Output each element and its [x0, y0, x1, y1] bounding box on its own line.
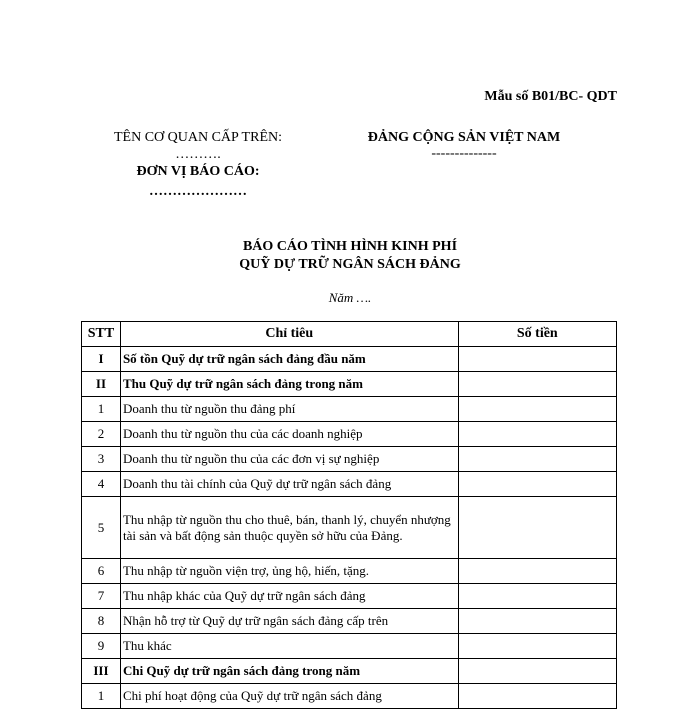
row-amount	[458, 347, 616, 372]
row-item: Thu khác	[120, 634, 458, 659]
report-title-line2: QUỸ DỰ TRỮ NGÂN SÁCH ĐẢNG	[239, 257, 461, 272]
row-item: Doanh thu từ nguồn thu của các đơn vị sự nghiệp	[120, 447, 458, 472]
table-header-row	[82, 322, 617, 347]
row-stt: 6	[82, 559, 121, 584]
table-row	[82, 472, 617, 497]
header-item: Chỉ tiêu	[120, 322, 458, 347]
row-item: Thu nhập khác của Quỹ dự trữ ngân sách đảng	[120, 584, 458, 609]
header-stt: STT	[82, 322, 121, 347]
row-stt: 1	[82, 684, 121, 709]
form-code: Mẫu số B01/BC- QDT	[484, 89, 617, 104]
table-row	[82, 659, 617, 684]
row-stt: 5	[82, 497, 121, 559]
row-stt: I	[82, 347, 121, 372]
row-stt: 2	[82, 422, 121, 447]
row-stt: 4	[82, 472, 121, 497]
row-amount	[458, 659, 616, 684]
row-item: Chi Quỹ dự trữ ngân sách đảng trong năm	[120, 659, 458, 684]
row-amount	[458, 372, 616, 397]
row-item: Số tồn Quỹ dự trữ ngân sách đảng đầu năm	[120, 347, 458, 372]
reporting-unit-dots: …………………	[149, 184, 247, 199]
row-amount	[458, 634, 616, 659]
parent-agency-block	[108, 130, 288, 200]
row-item: Thu Quỹ dự trữ ngân sách đảng trong năm	[120, 372, 458, 397]
row-item: Thu nhập từ nguồn viện trợ, ủng hộ, hiến, tặng.	[120, 559, 458, 584]
row-stt: II	[82, 372, 121, 397]
row-item: Chi phí hoạt động của Quỹ dự trữ ngân sách đảng	[120, 684, 458, 709]
row-amount	[458, 472, 616, 497]
report-title-line1: BÁO CÁO TÌNH HÌNH KINH PHÍ	[242, 239, 458, 254]
report-year: Năm ….	[328, 290, 372, 305]
party-block	[352, 130, 576, 160]
table-row	[82, 447, 617, 472]
row-stt: III	[82, 659, 121, 684]
parent-agency-dots: ……….	[175, 147, 221, 162]
row-stt: 1	[82, 397, 121, 422]
header-amount: Số tiền	[458, 322, 616, 347]
report-title	[0, 238, 700, 274]
parent-agency-label: TÊN CƠ QUAN CẤP TRÊN:	[113, 130, 282, 145]
row-amount	[458, 422, 616, 447]
row-amount	[458, 447, 616, 472]
row-item: Doanh thu từ nguồn thu đảng phí	[120, 397, 458, 422]
table-row	[82, 634, 617, 659]
party-rule: --------------	[431, 146, 497, 161]
table-row	[82, 422, 617, 447]
row-stt: 8	[82, 609, 121, 634]
row-item: Doanh thu tài chính của Quỹ dự trữ ngân sách đảng	[120, 472, 458, 497]
row-amount	[458, 684, 616, 709]
row-amount	[458, 497, 616, 559]
row-item: Doanh thu từ nguồn thu của các doanh nghiệp	[120, 422, 458, 447]
party-name: ĐẢNG CỘNG SẢN VIỆT NAM	[367, 130, 561, 145]
row-item: Nhận hỗ trợ từ Quỹ dự trữ ngân sách đảng cấp trên	[120, 609, 458, 634]
row-stt: 3	[82, 447, 121, 472]
table-row	[82, 372, 617, 397]
row-amount	[458, 559, 616, 584]
table-row	[82, 684, 617, 709]
table-row	[82, 584, 617, 609]
row-amount	[458, 397, 616, 422]
reporting-unit-label: ĐƠN VỊ BÁO CÁO:	[136, 164, 260, 179]
row-stt: 7	[82, 584, 121, 609]
table-row	[82, 609, 617, 634]
row-amount	[458, 584, 616, 609]
row-amount	[458, 609, 616, 634]
budget-table	[81, 321, 617, 709]
row-stt: 9	[82, 634, 121, 659]
table-row	[82, 347, 617, 372]
row-item: Thu nhập từ nguồn thu cho thuê, bán, thanh lý, chuyển nhượng tài sản và bất động sản thuộc quyền sở hữu của Đảng.	[120, 497, 458, 559]
table-row	[82, 559, 617, 584]
table-row	[82, 497, 617, 559]
table-body	[82, 347, 617, 709]
table-row	[82, 397, 617, 422]
